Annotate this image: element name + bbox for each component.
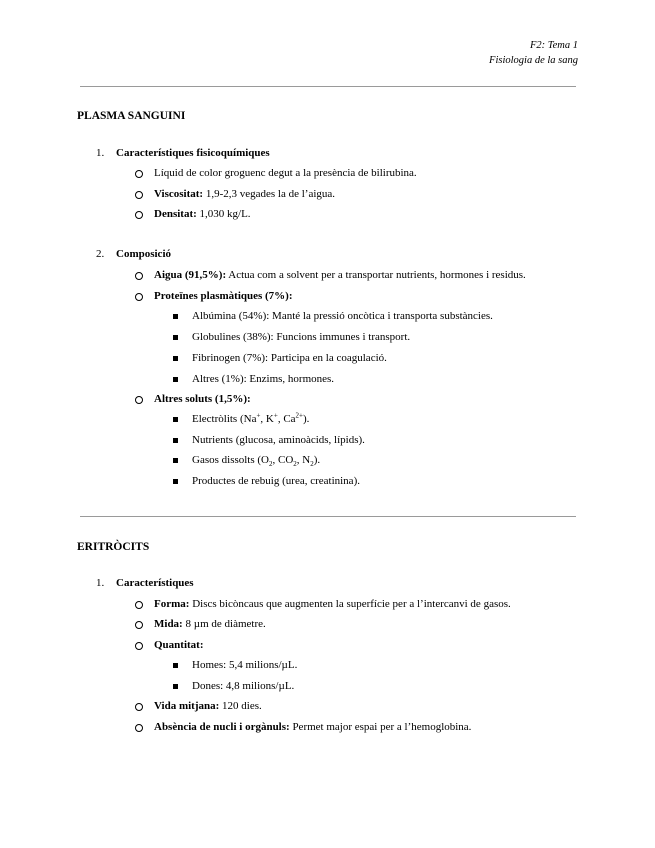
divider <box>80 516 576 517</box>
item-text: 8 µm de diàmetre. <box>182 618 266 630</box>
item-text: 1,030 kg/L. <box>196 208 251 220</box>
item-text: Líquid de color groguenc degut a la presència de bilirubina. <box>154 167 417 179</box>
square-bullet-icon <box>173 377 178 382</box>
list-number: 2. <box>96 248 105 260</box>
item-text: Nutrients (glucosa, aminoàcids, lípids). <box>192 434 365 446</box>
item-label: Proteïnes plasmàtiques (7%): <box>154 290 293 302</box>
list-number: 1. <box>96 147 105 159</box>
subsection-title: Composició <box>116 248 171 260</box>
item-text: Electròlits (Na+, K+, $Ca^{2+}$). <box>192 411 310 425</box>
item-text: Gasos dissolts ($O_2$, $CO_2$, $N_2$). <box>192 454 321 469</box>
item-text: 1,9-2,3 vegades la de l’aigua. <box>203 188 336 200</box>
item-text: Discs bicòncaus que augmenten la superfície per a l’intercanvi de gasos. <box>189 598 511 610</box>
circle-bullet-icon <box>135 601 143 609</box>
square-bullet-icon <box>173 663 178 668</box>
divider <box>80 86 576 87</box>
circle-bullet-icon <box>135 211 143 219</box>
header-line-2: Fisiologia de la sang <box>489 55 578 66</box>
item-label: Quantitat: <box>154 639 204 651</box>
circle-bullet-icon <box>135 191 143 199</box>
square-bullet-icon <box>173 417 178 422</box>
subsection-title: Característiques <box>116 577 194 589</box>
item-label: Aigua (91,5%): <box>154 269 227 281</box>
circle-bullet-icon <box>135 703 143 711</box>
circle-bullet-icon <box>135 724 143 732</box>
circle-bullet-icon <box>135 170 143 178</box>
item-label: Absència de nucli i orgànuls: <box>154 721 290 733</box>
section-title-plasma: PLASMA SANGUINI <box>77 110 186 122</box>
circle-bullet-icon <box>135 642 143 650</box>
item-label: Viscositat: <box>154 188 204 200</box>
square-bullet-icon <box>173 438 178 443</box>
item-text: Permet major espai per a l’hemoglobina. <box>289 721 472 733</box>
circle-bullet-icon <box>135 396 143 404</box>
item-label: Forma: <box>154 598 190 610</box>
item-text: Homes: 5,4 milions/µL. <box>192 659 298 671</box>
square-bullet-icon <box>173 458 178 463</box>
document-header <box>489 38 578 68</box>
item-text: Productes de rebuig (urea, creatinina). <box>192 475 360 487</box>
circle-bullet-icon <box>135 293 143 301</box>
item-text: Dones: 4,8 milions/µL. <box>192 680 295 692</box>
square-bullet-icon <box>173 335 178 340</box>
subsection-title: Característiques fisicoquímiques <box>116 147 270 159</box>
item-text: Fibrinogen (7%): Participa en la coagulació. <box>192 352 387 364</box>
circle-bullet-icon <box>135 621 143 629</box>
item-label: Vida mitjana: <box>154 700 220 712</box>
header-line-1: F2: Tema 1 <box>529 40 578 51</box>
item-label: Altres soluts (1,5%): <box>154 393 251 405</box>
item-text: Globulines (38%): Funcions immunes i transport. <box>192 331 411 343</box>
square-bullet-icon <box>173 684 178 689</box>
list-number: 1. <box>96 577 105 589</box>
item-text: Actua com a solvent per a transportar nutrients, hormones i residus. <box>226 269 526 281</box>
circle-bullet-icon <box>135 272 143 280</box>
square-bullet-icon <box>173 314 178 319</box>
square-bullet-icon <box>173 479 178 484</box>
square-bullet-icon <box>173 356 178 361</box>
item-label: Mida: <box>154 618 183 630</box>
item-label: Densitat: <box>154 208 197 220</box>
item-text: Altres (1%): Enzims, hormones. <box>192 373 335 385</box>
section-title-eritrocits: ERITRÒCITS <box>77 541 150 553</box>
item-text: Albúmina (54%): Manté la pressió oncòtica i transporta substàncies. <box>192 310 493 322</box>
item-text: 120 dies. <box>219 700 262 712</box>
